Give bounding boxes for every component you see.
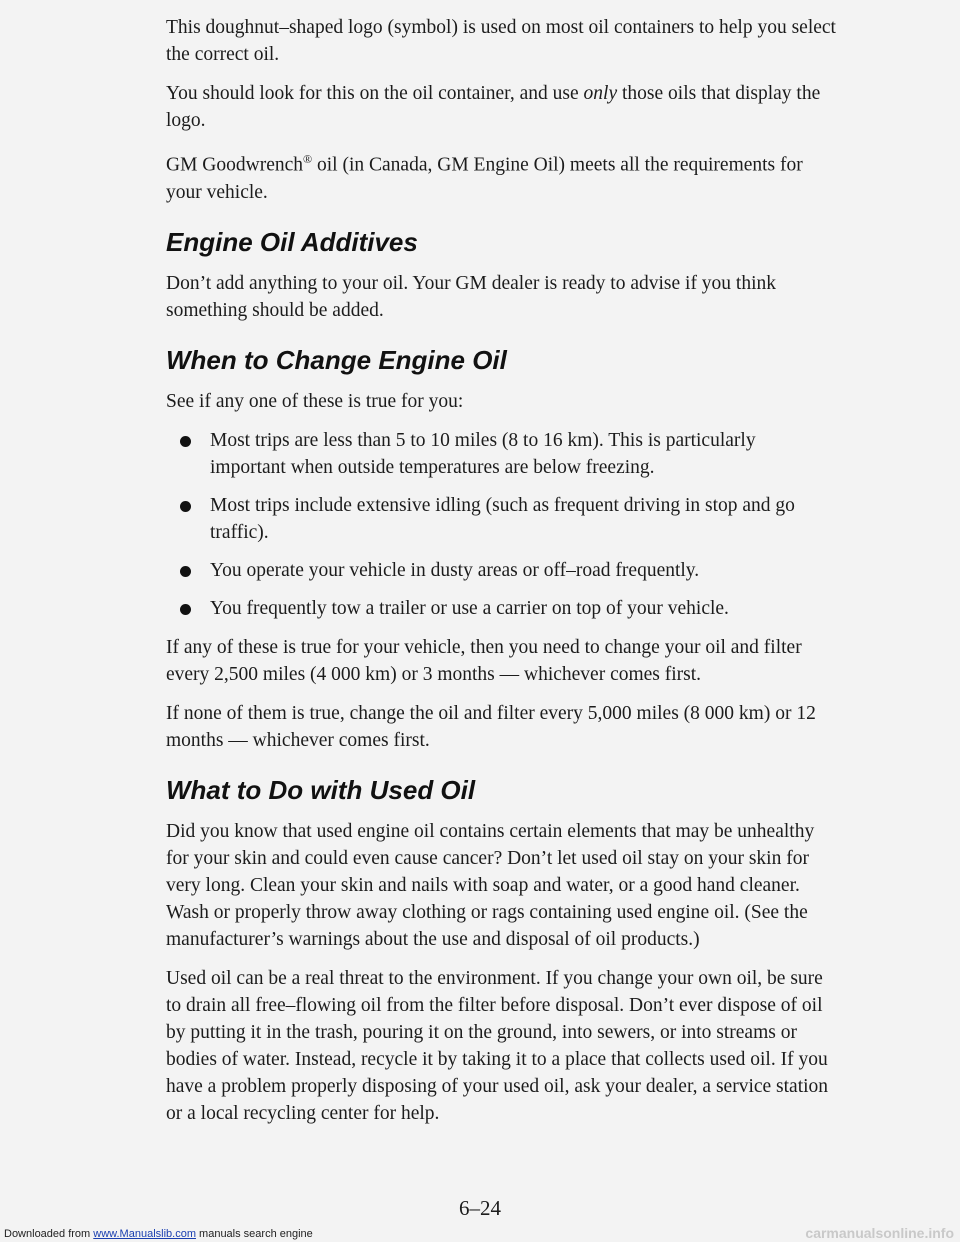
text-fragment: those oils that display the logo. — [166, 83, 821, 131]
registered-mark: ® — [303, 152, 313, 166]
page-content — [166, 14, 836, 1139]
heading-engine-oil-additives: Engine Oil Additives — [166, 226, 418, 257]
change-interval-normal: If none of them is true, change the oil and filter every 5,000 miles (8 000 km) or 12 months — whichever comes first. — [166, 702, 816, 751]
change-interval-severe: If any of these is true for your vehicle, then you need to change your oil and filter every 2,500 miles (4 000 km) or 3 months — whichever comes first. — [166, 636, 802, 685]
list-item-text: Most trips include extensive idling (such as frequent driving in stop and go traffic). — [210, 494, 795, 543]
list-item-text: You frequently tow a trailer or use a carrier on top of your vehicle. — [210, 597, 729, 619]
intro-paragraph-goodwrench — [166, 146, 836, 206]
manualslib-link[interactable]: www.Manualslib.com — [93, 1228, 196, 1240]
footer-prefix: Downloaded from — [4, 1228, 94, 1240]
list-item — [166, 492, 836, 546]
bullet-icon — [180, 501, 191, 512]
intro-paragraph-logo: This doughnut–shaped logo (symbol) is used on most oil containers to help you select the correct oil. — [166, 17, 836, 65]
text-fragment: oil (in Canada, GM Engine Oil) meets all the requirements for your vehicle. — [166, 154, 803, 203]
used-oil-environment-paragraph: Used oil can be a real threat to the environment. If you change your own oil, be sure to drain all free–flowing oil from the filter before disposal. Don’t ever dispose of oil by putting it in the trash, pouring it on the ground, into sewers, or into streams or bodies of water. Instead, recycle it by taking it to a place that collects used oil. If you have a problem properly disposing of your used oil, ask your dealer, a service station or a local recycling center for help. — [166, 967, 829, 1124]
emphasis-only: only — [583, 83, 618, 104]
list-item — [166, 557, 836, 584]
page-number: 6–24 — [459, 1196, 501, 1220]
list-item-text: You operate your vehicle in dusty areas or off–road frequently. — [210, 559, 700, 581]
heading-used-oil: What to Do with Used Oil — [166, 774, 476, 805]
text-fragment: GM Goodwrench — [166, 154, 304, 176]
text-fragment: You should look for this on the oil container, and use — [166, 83, 584, 104]
used-oil-health-paragraph: Did you know that used engine oil contains certain elements that may be unhealthy for your skin and could even cause cancer? Don’t let used oil stay on your skin for very long. Clean your skin and nails with soap and water, or a good hand cleaner. Wash or properly throw away clothing or rags containing used engine oil. (See the manufacturer’s warnings about the use and disposal of oil products.) — [166, 820, 815, 950]
change-intro: See if any one of these is true for you: — [166, 390, 464, 412]
bullet-icon — [180, 566, 191, 577]
bullet-icon — [180, 436, 191, 447]
list-item — [166, 595, 836, 622]
site-watermark: carmanualsonline.info — [805, 1225, 954, 1241]
download-footer — [4, 1228, 313, 1241]
bullet-icon — [180, 604, 191, 615]
list-item-text: Most trips are less than 5 to 10 miles (8 to 16 km). This is particularly important when outside temperatures are below freezing. — [210, 429, 756, 478]
additives-paragraph: Don’t add anything to your oil. Your GM dealer is ready to advise if you think something should be added. — [166, 272, 777, 321]
footer-suffix: manuals search engine — [195, 1228, 313, 1240]
heading-when-to-change: When to Change Engine Oil — [166, 344, 507, 375]
list-item — [166, 427, 836, 481]
change-conditions-list — [166, 427, 836, 622]
intro-paragraph-look — [166, 80, 836, 134]
